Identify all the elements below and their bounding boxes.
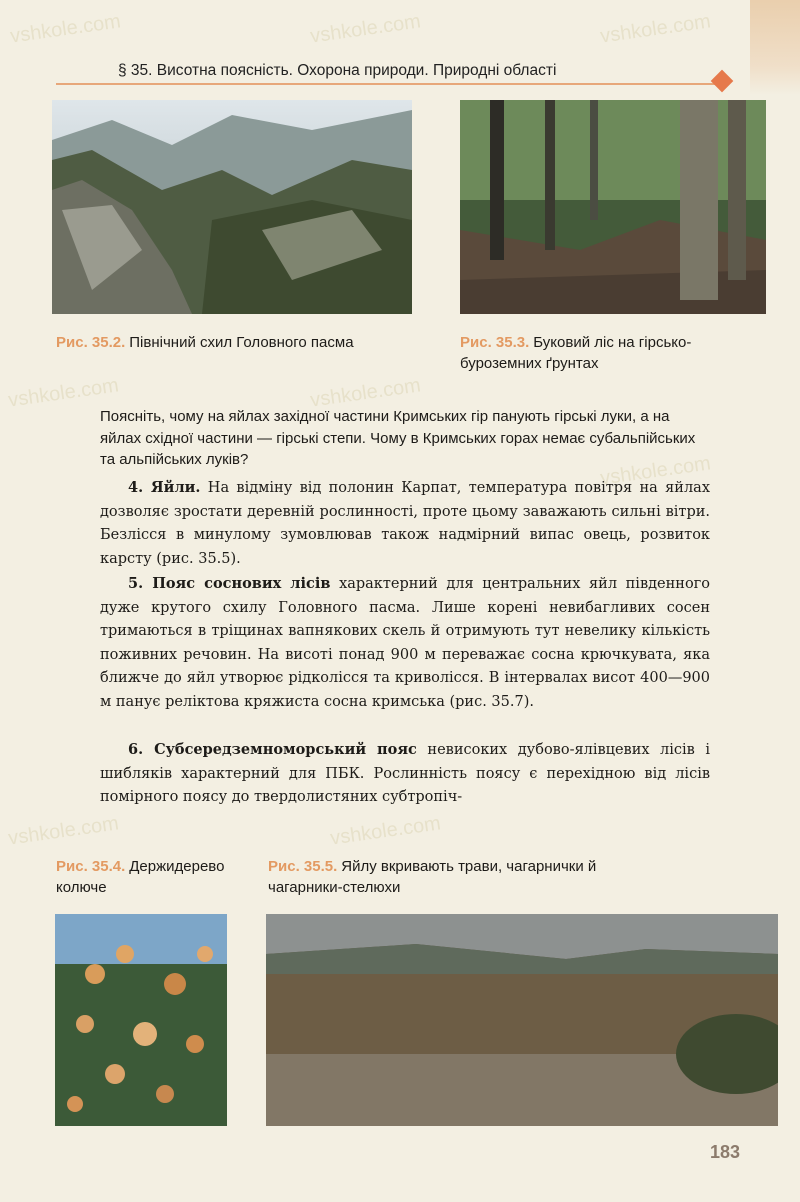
watermark: vshkole.com	[598, 452, 713, 490]
header-diamond-icon	[711, 70, 734, 93]
photo-yaila-grassland	[266, 914, 778, 1126]
section-text: характерний для центральних яйл південного дуже крутого схилу Головного пасма. Лише корені невибагливих сосен тримаються в тріщинах вапнякових скель й отримують тут невелику кількість поживних речовин. На висоті понад 900 м переважає сосна крючкувата, яка ближче до яйл утворює рідколісся та криволісся. В інтервалах висот 400—900 м панує реліктова кряжиста сосна кримська (рис. 35.7).	[100, 576, 711, 710]
caption-label: Рис. 35.4.	[56, 858, 126, 875]
photo-paliurus-shrub	[55, 914, 227, 1126]
header-divider	[56, 83, 716, 85]
caption-text: Яйлу вкривають трави, чагарнички й чагарники-стелюхи	[268, 858, 597, 896]
caption-label: Рис. 35.2.	[56, 334, 126, 351]
section-text: невисоких дубово-ялівцевих лісів і шибляків характерний для ПБК. Рослинність поясу є перехідною від лісів помірного поясу до твердолистяних субтропіч-	[100, 742, 710, 805]
watermark: vshkole.com	[308, 10, 423, 48]
section-pine-forests	[100, 572, 710, 714]
page-number: 183	[710, 1142, 741, 1162]
caption-fig-35-5	[268, 856, 638, 898]
watermark: vshkole.com	[598, 10, 713, 48]
section-heading: 4. Яйли.	[128, 479, 201, 496]
caption-label: Рис. 35.5.	[268, 858, 338, 875]
question-text: Поясніть, чому на яйлах західної частини Кримських гір панують гірські луки, а на яйлах східної частини — гірські степи. Чому в Кримських горах немає субальпійських та альпійських луків?	[100, 408, 696, 468]
caption-fig-35-3	[460, 332, 740, 374]
page-corner-tab	[750, 0, 800, 95]
section-text: На відміну від полонин Карпат, температура повітря на яйлах дозволяє зростати деревній рослинності, проте цьому заважають сильні вітри. Безлісся в минулому зумовлював також надмірний випас овець, розвиток карсту (рис. 35.5).	[100, 480, 710, 567]
photo-north-slope	[52, 100, 412, 314]
caption-text: Держидерево колюче	[56, 858, 225, 896]
watermark: vshkole.com	[308, 374, 423, 412]
caption-text: Північний схил Головного пасма	[129, 334, 354, 351]
section-heading: 5. Пояс соснових лісів	[128, 575, 331, 592]
watermark: vshkole.com	[328, 812, 443, 850]
section-yaily	[100, 476, 710, 571]
watermark: vshkole.com	[8, 10, 123, 48]
photo-beech-forest	[460, 100, 766, 314]
watermark: vshkole.com	[6, 374, 121, 412]
watermark: vshkole.com	[6, 812, 121, 850]
page-header: § 35. Висотна поясність. Охорона природи. Природні області	[118, 62, 557, 79]
caption-text: Буковий ліс на гірсько-буроземних ґрунтах	[460, 334, 692, 372]
section-heading: 6. Субсередземноморський пояс	[128, 741, 417, 758]
caption-fig-35-4	[56, 856, 236, 898]
caption-label: Рис. 35.3.	[460, 334, 530, 351]
section-submediterranean	[100, 738, 710, 810]
caption-fig-35-2	[56, 332, 354, 353]
